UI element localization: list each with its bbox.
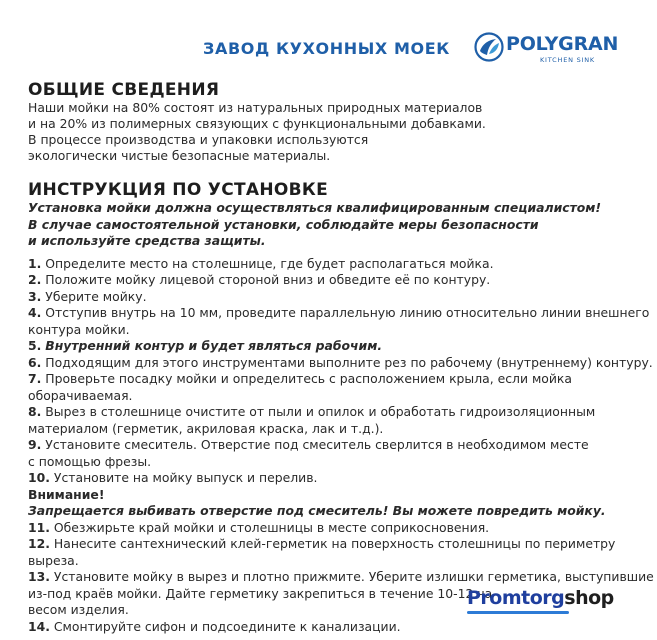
install-step (28, 388, 643, 405)
step-number: 8. (28, 404, 42, 419)
step-number: 2. (28, 272, 42, 287)
step-text: выреза. (28, 552, 79, 568)
install-step (28, 569, 654, 586)
attention-label: Внимание! (28, 486, 105, 502)
step-text: контура мойки. (28, 321, 130, 337)
install-step (28, 256, 643, 273)
step-number: 13. (28, 569, 50, 584)
step-text: Положите мойку лицевой стороной вниз и обведите её по контуру. (45, 272, 491, 287)
polygran-logo (474, 30, 624, 70)
general-text-line: В процессе производства и упаковки используются (28, 132, 369, 147)
step-text: Нанесите сантехнический клей-герметик на поверхность столешницы по периметру (53, 536, 616, 551)
install-step (28, 520, 643, 537)
step-text: Установите на мойку выпуск и перелив. (53, 470, 318, 485)
attention-warning: Запрещается выбивать отверстие под смеситель! Вы можете повредить мойку. (28, 503, 606, 518)
install-step (28, 371, 643, 388)
step-number: 9. (28, 437, 42, 452)
install-step (28, 338, 643, 355)
install-step (28, 305, 650, 322)
general-text (28, 100, 643, 164)
install-step (28, 454, 643, 471)
install-step (28, 289, 643, 306)
wave-drop-icon (474, 32, 504, 62)
page-header-title: ЗАВОД КУХОННЫХ МОЕК (203, 39, 450, 58)
step-text: Обезжирьте край мойки и столешницы в месте соприкосновения. (53, 519, 490, 535)
step-text: оборачиваемая. (28, 387, 133, 403)
install-heading: ИНСТРУКЦИЯ ПО УСТАНОВКЕ (28, 180, 328, 200)
install-step (28, 536, 643, 553)
step-number: 12. (28, 536, 50, 551)
install-warning-line: и используйте средства защиты. (28, 233, 266, 248)
step-text: Подходящим для этого инструментами выполните рез по рабочему (внутреннему) контуру. (45, 354, 653, 370)
step-text: с помощью фрезы. (28, 453, 152, 469)
step-text: Уберите мойку. (45, 288, 147, 304)
install-step (28, 470, 643, 487)
step-text: Установите смеситель. Отверстие под смеситель сверлится в необходимом месте (45, 437, 589, 452)
step-text: Установите мойку в вырез и плотно прижмите. Уберите излишки герметика, выступившие (53, 569, 654, 584)
step-text: Отступив внутрь на 10 мм, проведите параллельную линию относительно линии внешнего (45, 305, 650, 320)
general-text-line: экологически чистые безопасные материалы. (28, 148, 331, 163)
general-text-line: Наши мойки на 80% состоят из натуральных природных материалов (28, 100, 483, 115)
watermark-part1: Promtorg (467, 587, 565, 609)
step-text: Определите место на столешнице, где будет располагаться мойка. (45, 255, 494, 271)
watermark-underline (467, 611, 569, 614)
step-text: Смонтируйте сифон и подсоедините к канализации. (53, 618, 401, 634)
install-step (28, 619, 643, 636)
step-number: 10. (28, 470, 50, 485)
step-number: 5. (28, 338, 42, 353)
step-number: 14. (28, 618, 50, 634)
install-warning-line: Установка мойки должна осуществляться квалифицированным специалистом! (28, 200, 602, 215)
step-text: из-под краёв мойки. Дайте герметику закрепиться в течение 10-12 ча (28, 585, 493, 601)
step-text: материалом (герметик, акриловая краска, лак и т.д.). (28, 420, 384, 436)
step-number: 6. (28, 354, 42, 370)
install-step (28, 421, 643, 438)
step-text: Внутренний контур и будет являться рабочим. (45, 338, 383, 353)
install-warnings (28, 200, 643, 250)
watermark-part2: shop (564, 587, 614, 609)
install-steps (28, 255, 653, 487)
general-text-line: и на 20% из полимерных связующих с функциональными добавками. (28, 116, 486, 131)
logo-name: POLYGRAN (506, 33, 619, 55)
install-step (28, 354, 653, 372)
step-text: Вырез в столешнице очистите от пыли и опилок и обработать гидроизоляционным (45, 404, 596, 419)
install-warning-line: В случае самостоятельной установки, соблюдайте меры безопасности (28, 216, 539, 232)
step-number: 7. (28, 371, 42, 386)
logo-subtitle: KITCHEN SINK (540, 56, 595, 64)
install-step (28, 404, 643, 421)
step-number: 4. (28, 305, 42, 320)
promtorgshop-watermark (467, 587, 614, 609)
document-body (28, 80, 654, 635)
install-step (28, 437, 643, 454)
install-step (28, 553, 643, 570)
general-heading: ОБЩИЕ СВЕДЕНИЯ (28, 80, 220, 100)
step-text: весом изделия. (28, 602, 129, 617)
install-steps-continued (28, 519, 654, 636)
step-number: 11. (28, 519, 50, 535)
step-number: 3. (28, 288, 42, 304)
install-step (28, 322, 643, 339)
step-text: Проверьте посадку мойки и определитесь с расположением крыла, если мойка (45, 371, 572, 386)
step-number: 1. (28, 255, 42, 271)
install-step (28, 272, 643, 289)
